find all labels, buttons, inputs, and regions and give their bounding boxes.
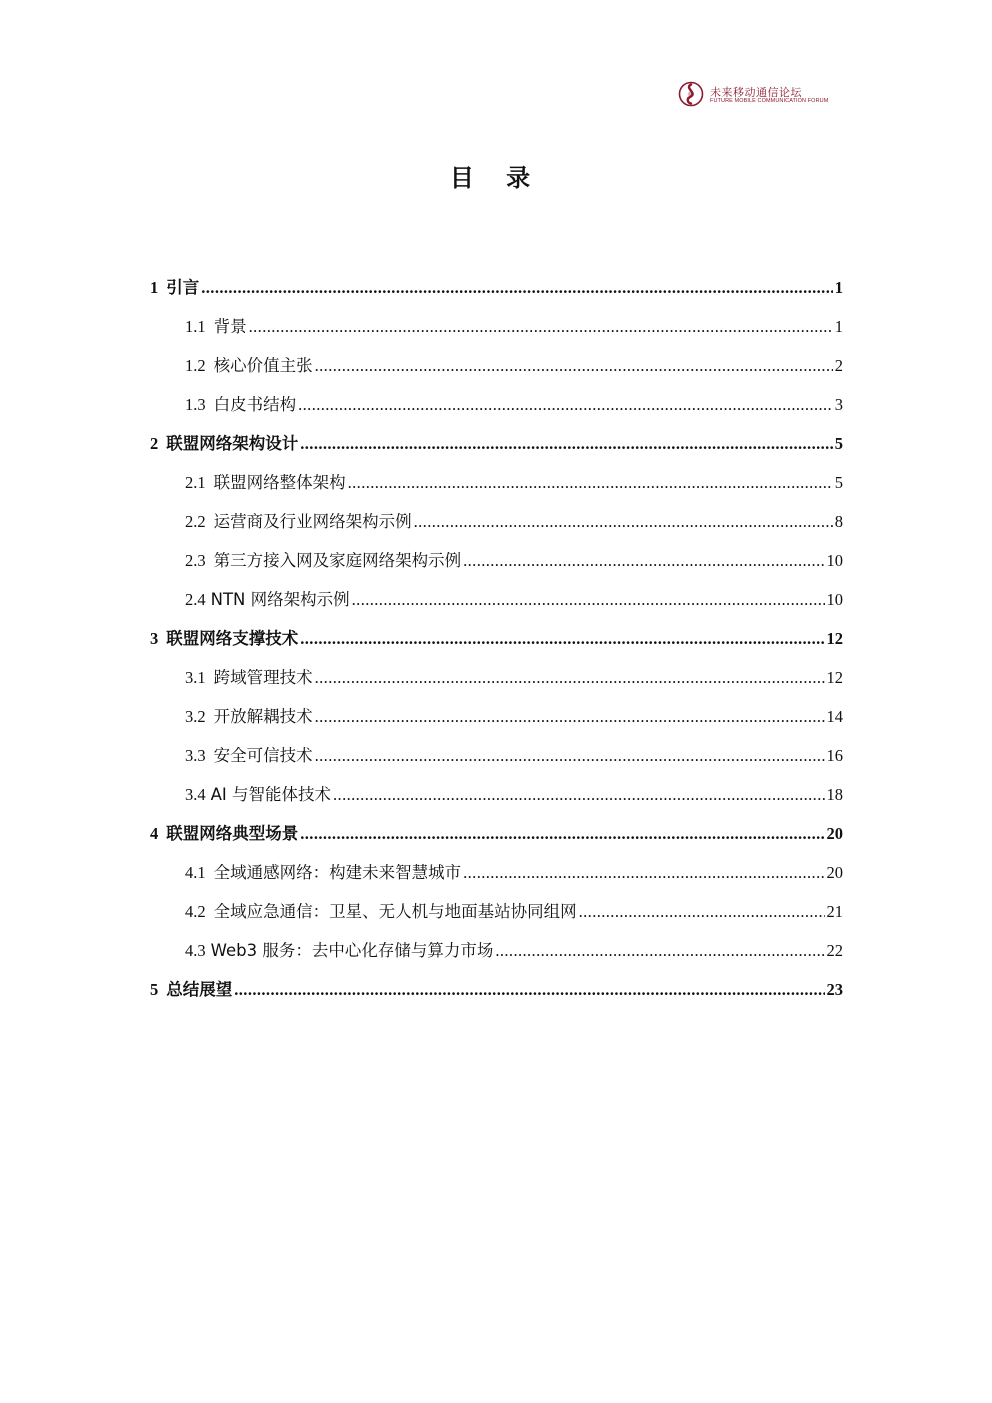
toc-section-entry[interactable]	[185, 898, 843, 924]
toc-chapter-entry[interactable]	[150, 976, 843, 1002]
toc-entry-page-number: 5	[834, 473, 843, 492]
toc-dot-leader	[495, 941, 824, 961]
toc-dot-leader	[300, 629, 824, 649]
toc-section-entry[interactable]	[185, 391, 843, 417]
toc-entry-number: 1.2	[185, 356, 206, 375]
toc-chapter-entry[interactable]	[150, 430, 843, 456]
toc-section-entry[interactable]	[185, 352, 843, 378]
toc-chapter-entry[interactable]	[150, 820, 843, 846]
logo-text-en: FUTURE MOBILE COMMUNICATION FORUM	[710, 98, 829, 104]
toc-entry-label: 全域通感网络：构建未来智慧城市	[213, 863, 462, 882]
toc-entry-page-number: 5	[834, 434, 843, 453]
toc-dot-leader	[463, 863, 824, 883]
toc-entry-page-number: 16	[826, 746, 843, 765]
toc-entry-label: 全域应急通信：卫星、无人机与地面基站协同组网	[213, 902, 577, 921]
toc-entry-label: 总结展望	[166, 980, 233, 999]
toc-section-entry[interactable]	[185, 586, 843, 612]
toc-dot-leader	[315, 356, 833, 376]
toc-dot-leader	[315, 746, 825, 766]
toc-section-entry[interactable]	[185, 742, 843, 768]
toc-entry-number: 3.3	[185, 746, 206, 765]
toc-dot-leader	[315, 668, 825, 688]
toc-entry-label: 运营商及行业网络架构示例	[213, 512, 412, 531]
toc-entry-number: 1.3	[185, 395, 206, 414]
toc-dot-leader	[300, 824, 824, 844]
toc-dot-leader	[201, 278, 833, 298]
toc-dot-leader	[463, 551, 824, 571]
toc-entry-label: 开放解耦技术	[213, 707, 313, 726]
toc-entry-page-number: 1	[834, 317, 843, 336]
toc-dot-leader	[352, 590, 825, 610]
toc-entry-label: Web3 服务：去中心化存储与算力市场	[210, 941, 494, 960]
toc-section-entry[interactable]	[185, 547, 843, 573]
toc-section-entry[interactable]	[185, 313, 843, 339]
toc-entry-page-number: 2	[834, 356, 843, 375]
toc-section-entry[interactable]	[185, 508, 843, 534]
toc-entry-page-number: 20	[826, 824, 843, 843]
toc-entry-page-number: 1	[834, 278, 843, 297]
toc-entry-label: 跨域管理技术	[213, 668, 313, 687]
toc-entry-page-number: 12	[826, 668, 843, 687]
toc-entry-page-number: 23	[826, 980, 843, 999]
toc-entry-number: 3.1	[185, 668, 206, 687]
toc-section-entry[interactable]	[185, 781, 843, 807]
toc-entry-number: 2.3	[185, 551, 206, 570]
toc-entry-number: 3.4	[185, 785, 206, 804]
page-title: 目 录	[449, 164, 543, 192]
toc-entry-page-number: 14	[826, 707, 843, 726]
toc-entry-label: 联盟网络支撑技术	[166, 629, 299, 648]
logo-text-cn: 未来移动通信论坛	[710, 86, 802, 99]
toc-entry-number: 2.2	[185, 512, 206, 531]
toc-entry-number: 4.2	[185, 902, 206, 921]
toc-entry-number: 3.2	[185, 707, 206, 726]
toc-entry-number: 2	[150, 434, 159, 453]
toc-entry-page-number: 18	[826, 785, 843, 804]
toc-dot-leader	[579, 902, 825, 922]
toc-entry-label: 联盟网络整体架构	[213, 473, 346, 492]
toc-entry-page-number: 10	[826, 590, 843, 609]
toc-entry-number: 3	[150, 629, 159, 648]
toc-entry-label: 背景	[213, 317, 247, 336]
toc-section-entry[interactable]	[185, 859, 843, 885]
toc-entry-label: 核心价值主张	[213, 356, 313, 375]
toc-dot-leader	[234, 980, 824, 1000]
toc-section-entry[interactable]	[185, 469, 843, 495]
toc-entry-page-number: 22	[826, 941, 843, 960]
toc-entry-label: 联盟网络典型场景	[166, 824, 299, 843]
toc-entry-page-number: 21	[826, 902, 843, 921]
toc-entry-label: AI 与智能体技术	[210, 785, 332, 804]
toc-entry-page-number: 20	[826, 863, 843, 882]
toc-entry-page-number: 10	[826, 551, 843, 570]
toc-entry-number: 4.3	[185, 941, 206, 960]
toc-entry-number: 5	[150, 980, 159, 999]
toc-dot-leader	[300, 434, 833, 454]
toc-entry-label: 第三方接入网及家庭网络架构示例	[213, 551, 462, 570]
toc-entry-page-number: 12	[826, 629, 843, 648]
toc-section-entry[interactable]	[185, 703, 843, 729]
toc-entry-number: 2.1	[185, 473, 206, 492]
toc-entry-number: 1.1	[185, 317, 206, 336]
toc-dot-leader	[249, 317, 833, 337]
toc-chapter-entry[interactable]	[150, 274, 843, 300]
toc-dot-leader	[348, 473, 833, 493]
toc-dot-leader	[315, 707, 825, 727]
toc-entry-number: 2.4	[185, 590, 206, 609]
toc-entry-number: 4.1	[185, 863, 206, 882]
toc-entry-page-number: 8	[834, 512, 843, 531]
toc-entry-page-number: 3	[834, 395, 843, 414]
toc-dot-leader	[333, 785, 824, 805]
toc-entry-label: NTN 网络架构示例	[210, 590, 350, 609]
toc-entry-number: 1	[150, 278, 159, 297]
toc-dot-leader	[298, 395, 833, 415]
toc-entry-number: 4	[150, 824, 159, 843]
toc-dot-leader	[414, 512, 833, 532]
forum-logo	[678, 81, 828, 109]
toc-section-entry[interactable]	[185, 664, 843, 690]
toc-entry-label: 联盟网络架构设计	[166, 434, 299, 453]
toc-entry-label: 白皮书结构	[213, 395, 297, 414]
toc-section-entry[interactable]	[185, 937, 843, 963]
logo-emblem-icon	[678, 81, 704, 107]
toc-chapter-entry[interactable]	[150, 625, 843, 651]
toc-entry-label: 引言	[166, 278, 200, 297]
toc-entry-label: 安全可信技术	[213, 746, 313, 765]
